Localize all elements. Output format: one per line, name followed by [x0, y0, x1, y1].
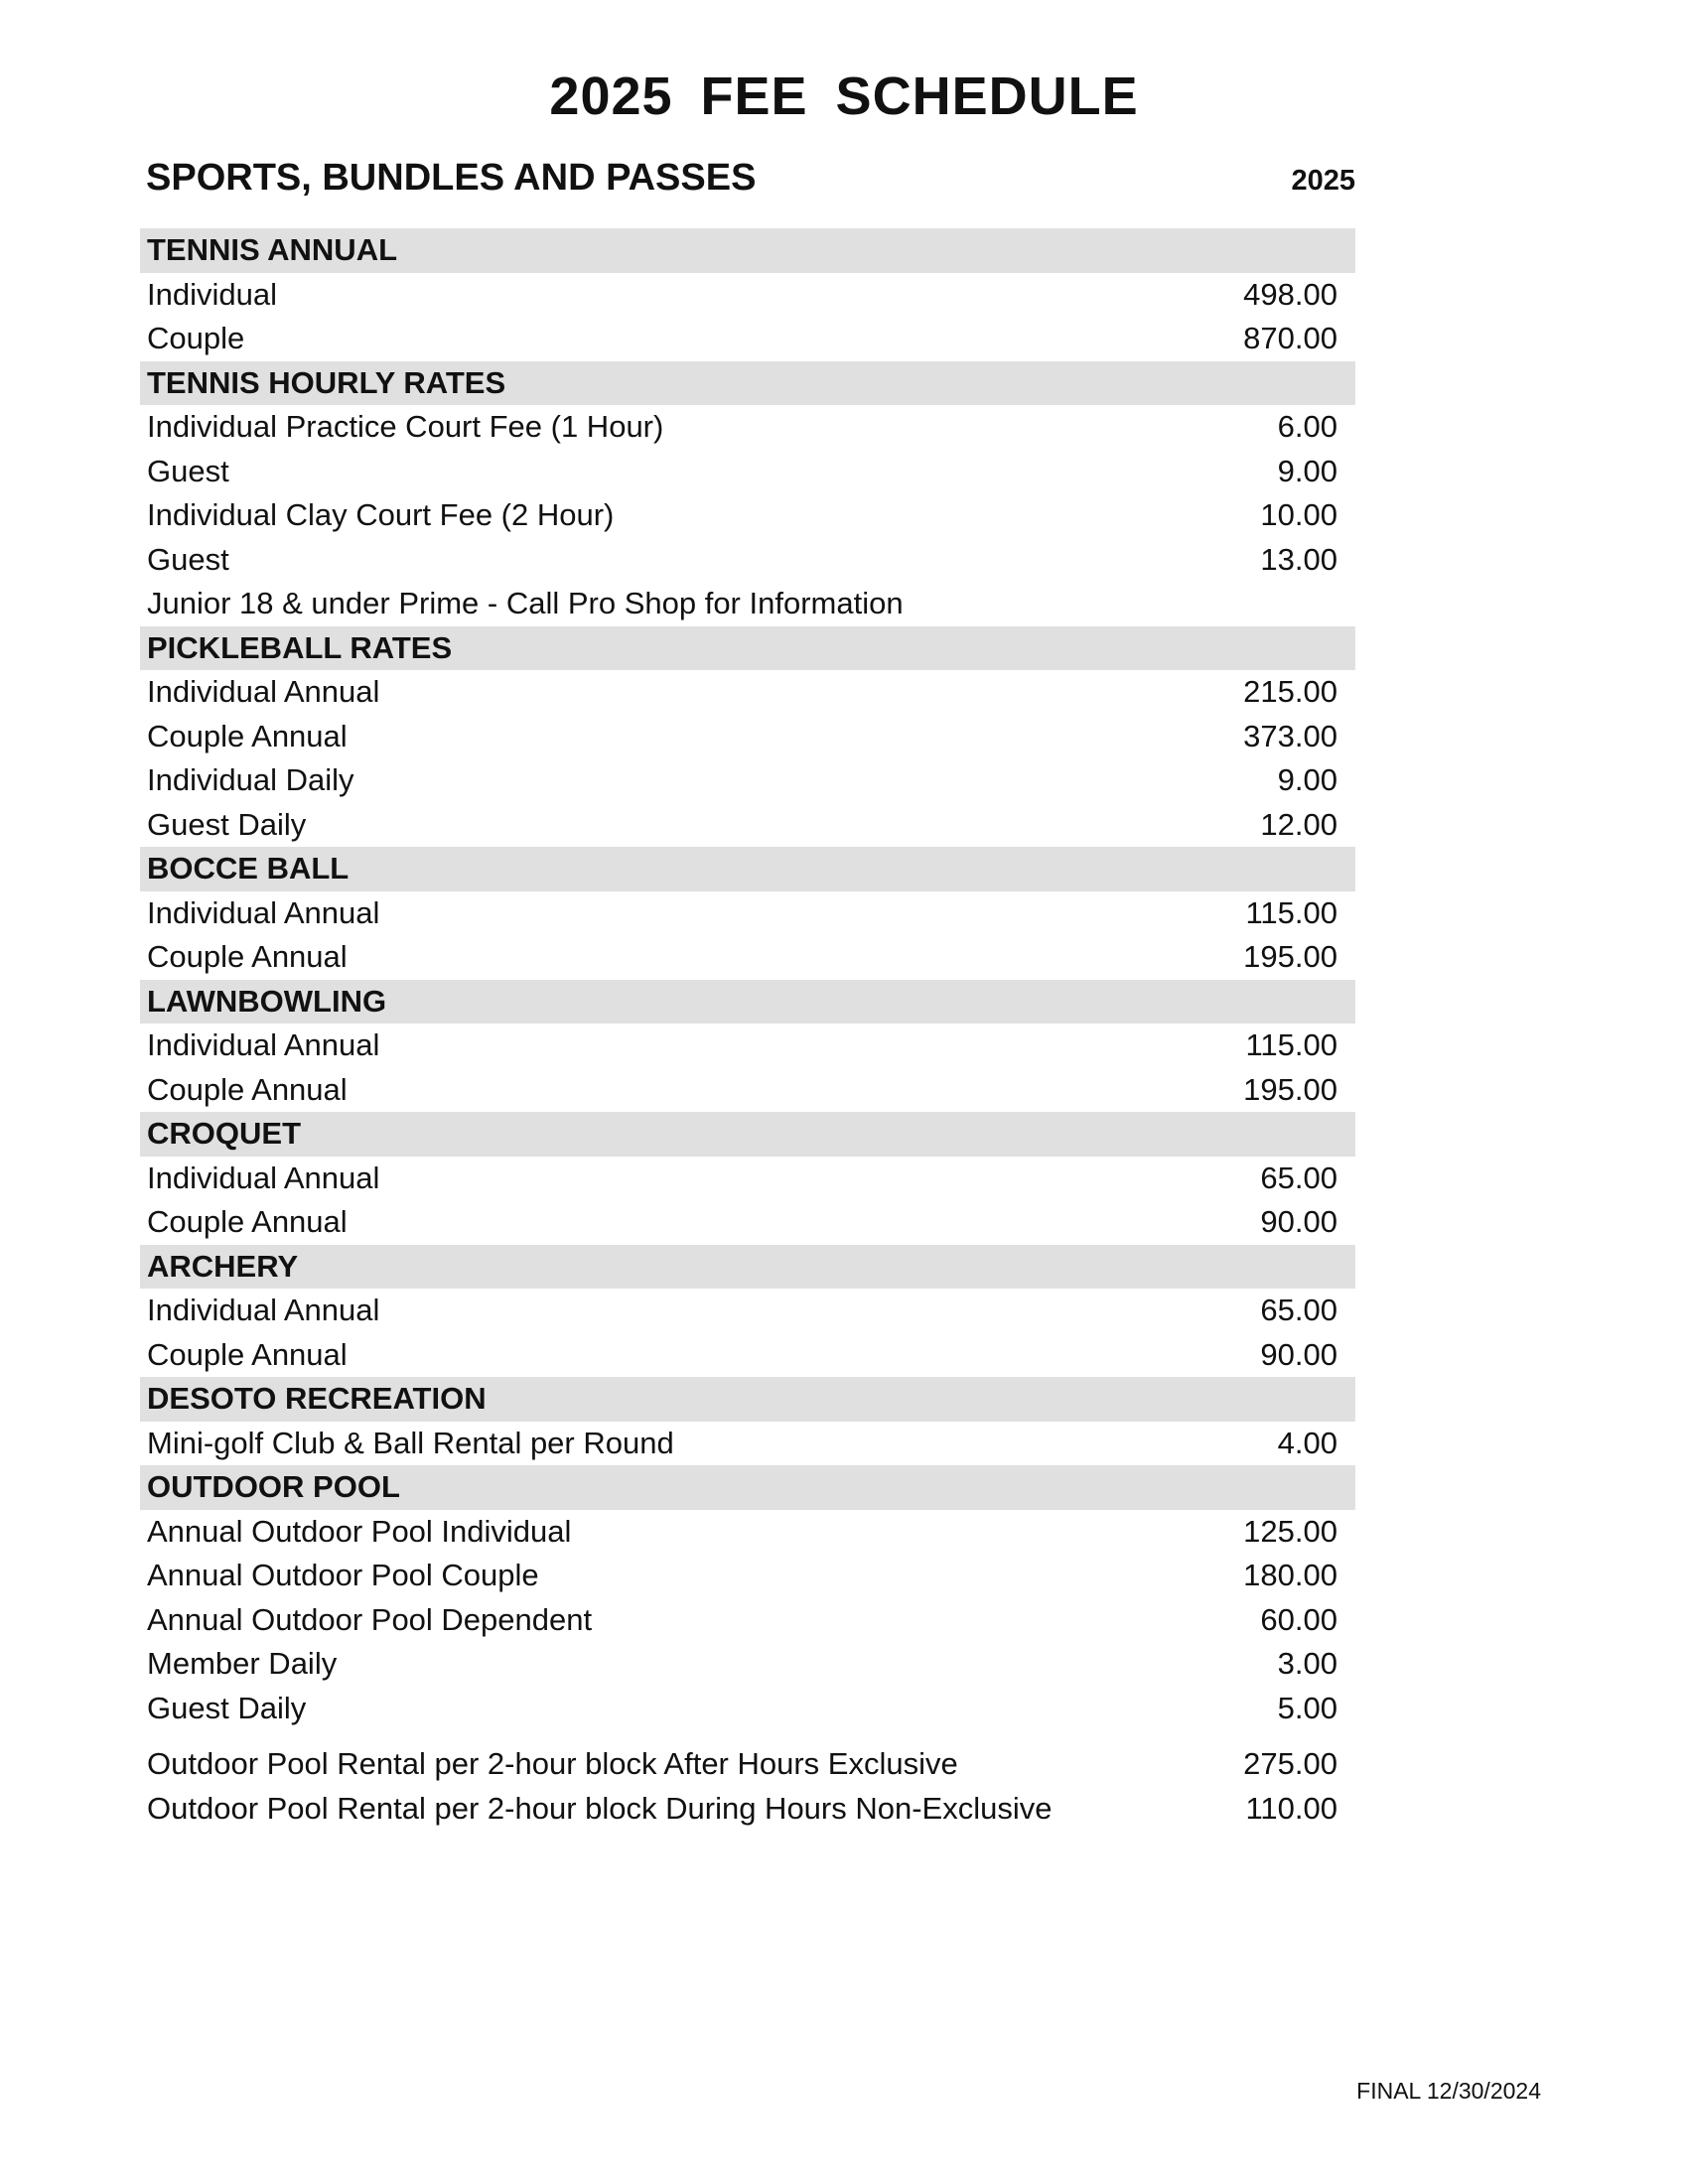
- category-label: BOCCE BALL: [147, 851, 350, 887]
- fee-label: Guest Daily: [147, 806, 307, 842]
- fee-label: Annual Outdoor Pool Dependent: [147, 1601, 593, 1637]
- category-header-row: [140, 228, 1355, 273]
- footer-note: FINAL 12/30/2024: [1356, 2078, 1541, 2104]
- fee-row: [140, 1068, 1355, 1113]
- fee-row: [140, 1642, 1355, 1687]
- category-label: LAWNBOWLING: [147, 983, 387, 1019]
- fee-label: Individual Annual: [147, 1293, 380, 1328]
- fee-row: [140, 538, 1355, 583]
- fee-value: 373.00: [1243, 718, 1337, 753]
- fee-row: [140, 715, 1355, 759]
- fee-row: [140, 670, 1355, 715]
- fee-table: [140, 228, 1355, 1831]
- fee-value: 4.00: [1277, 1425, 1337, 1460]
- fee-label: Couple: [147, 321, 245, 356]
- category-label: ARCHERY: [147, 1248, 299, 1284]
- fee-value: 6.00: [1277, 409, 1337, 445]
- fee-value: 215.00: [1243, 674, 1337, 710]
- fee-row: [140, 1422, 1355, 1466]
- fee-row: [140, 758, 1355, 803]
- category-header-row: [140, 1112, 1355, 1157]
- fee-label: Individual Annual: [147, 1027, 380, 1063]
- fee-label: Annual Outdoor Pool Couple: [147, 1558, 539, 1593]
- fee-value: 90.00: [1260, 1336, 1337, 1372]
- fee-label: Individual Annual: [147, 1160, 380, 1195]
- fee-row: [140, 1200, 1355, 1245]
- section-title: SPORTS, BUNDLES AND PASSES: [146, 157, 757, 199]
- fee-value: 870.00: [1243, 321, 1337, 356]
- fee-label: Couple Annual: [147, 1336, 348, 1372]
- fee-label: Individual Daily: [147, 762, 354, 798]
- fee-row: [140, 1598, 1355, 1643]
- fee-row: [140, 405, 1355, 450]
- section-header: [146, 151, 1355, 210]
- category-label: TENNIS HOURLY RATES: [147, 364, 506, 400]
- fee-value: 275.00: [1243, 1746, 1337, 1782]
- fee-label: Couple Annual: [147, 939, 348, 975]
- fee-value: 115.00: [1245, 1027, 1337, 1063]
- category-label: OUTDOOR POOL: [147, 1469, 400, 1505]
- fee-label: Mini-golf Club & Ball Rental per Round: [147, 1425, 674, 1460]
- fee-value: 180.00: [1243, 1558, 1337, 1593]
- category-label: TENNIS ANNUAL: [147, 232, 398, 268]
- fee-label: Guest: [147, 541, 229, 577]
- fee-label: Couple Annual: [147, 1071, 348, 1107]
- fee-value: 195.00: [1243, 939, 1337, 975]
- fee-label: Outdoor Pool Rental per 2-hour block After Hours Exclusive: [147, 1746, 958, 1782]
- fee-label: Guest Daily: [147, 1690, 307, 1725]
- fee-value: 13.00: [1260, 541, 1337, 577]
- fee-label: Junior 18 & under Prime - Call Pro Shop for Information: [147, 586, 904, 621]
- category-label: PICKLEBALL RATES: [147, 629, 453, 665]
- fee-value: 60.00: [1260, 1601, 1337, 1637]
- fee-value: 110.00: [1245, 1790, 1337, 1826]
- fee-value: 9.00: [1277, 453, 1337, 488]
- fee-label: Individual: [147, 276, 277, 312]
- fee-value: 125.00: [1243, 1513, 1337, 1549]
- fee-row: [140, 1510, 1355, 1555]
- fee-row: [140, 1289, 1355, 1333]
- fee-value: 498.00: [1243, 276, 1337, 312]
- fee-row: [140, 1157, 1355, 1201]
- fee-label: Individual Annual: [147, 674, 380, 710]
- fee-label: Outdoor Pool Rental per 2-hour block During Hours Non-Exclusive: [147, 1790, 1053, 1826]
- category-header-row: [140, 361, 1355, 406]
- fee-value: 115.00: [1245, 894, 1337, 930]
- fee-value: 9.00: [1277, 762, 1337, 798]
- category-header-row: [140, 1465, 1355, 1510]
- fee-value: 12.00: [1260, 806, 1337, 842]
- category-label: DESOTO RECREATION: [147, 1381, 487, 1417]
- category-header-row: [140, 1377, 1355, 1422]
- fee-label: Couple Annual: [147, 718, 348, 753]
- fee-row: [140, 1554, 1355, 1598]
- fee-value: 65.00: [1260, 1160, 1337, 1195]
- fee-row: [140, 450, 1355, 494]
- year-column-header: 2025: [1291, 165, 1355, 197]
- fee-value: 10.00: [1260, 497, 1337, 533]
- category-header-row: [140, 980, 1355, 1024]
- fee-row: [140, 1687, 1355, 1731]
- fee-label: Individual Annual: [147, 894, 380, 930]
- fee-value: 5.00: [1277, 1690, 1337, 1725]
- fee-row: [140, 803, 1355, 848]
- fee-row: [140, 273, 1355, 318]
- fee-value: 65.00: [1260, 1293, 1337, 1328]
- fee-value: 195.00: [1243, 1071, 1337, 1107]
- fee-label: Member Daily: [147, 1646, 338, 1682]
- fee-value: 3.00: [1277, 1646, 1337, 1682]
- fee-value: 90.00: [1260, 1204, 1337, 1240]
- fee-row: [140, 582, 1355, 626]
- fee-row: [140, 935, 1355, 980]
- fee-row: [140, 1333, 1355, 1378]
- fee-row: [140, 317, 1355, 361]
- page-title: 2025 FEE SCHEDULE: [549, 67, 1139, 126]
- category-header-row: [140, 847, 1355, 891]
- category-header-row: [140, 626, 1355, 671]
- fee-label: Annual Outdoor Pool Individual: [147, 1513, 572, 1549]
- fee-row: [140, 493, 1355, 538]
- fee-label: Couple Annual: [147, 1204, 348, 1240]
- fee-row: [140, 1787, 1355, 1832]
- fee-label: Individual Clay Court Fee (2 Hour): [147, 497, 615, 533]
- fee-label: Individual Practice Court Fee (1 Hour): [147, 409, 664, 445]
- fee-row: [140, 891, 1355, 936]
- fee-label: Guest: [147, 453, 229, 488]
- fee-row: [140, 1742, 1355, 1787]
- category-header-row: [140, 1245, 1355, 1290]
- category-label: CROQUET: [147, 1116, 301, 1152]
- fee-row: [140, 1024, 1355, 1068]
